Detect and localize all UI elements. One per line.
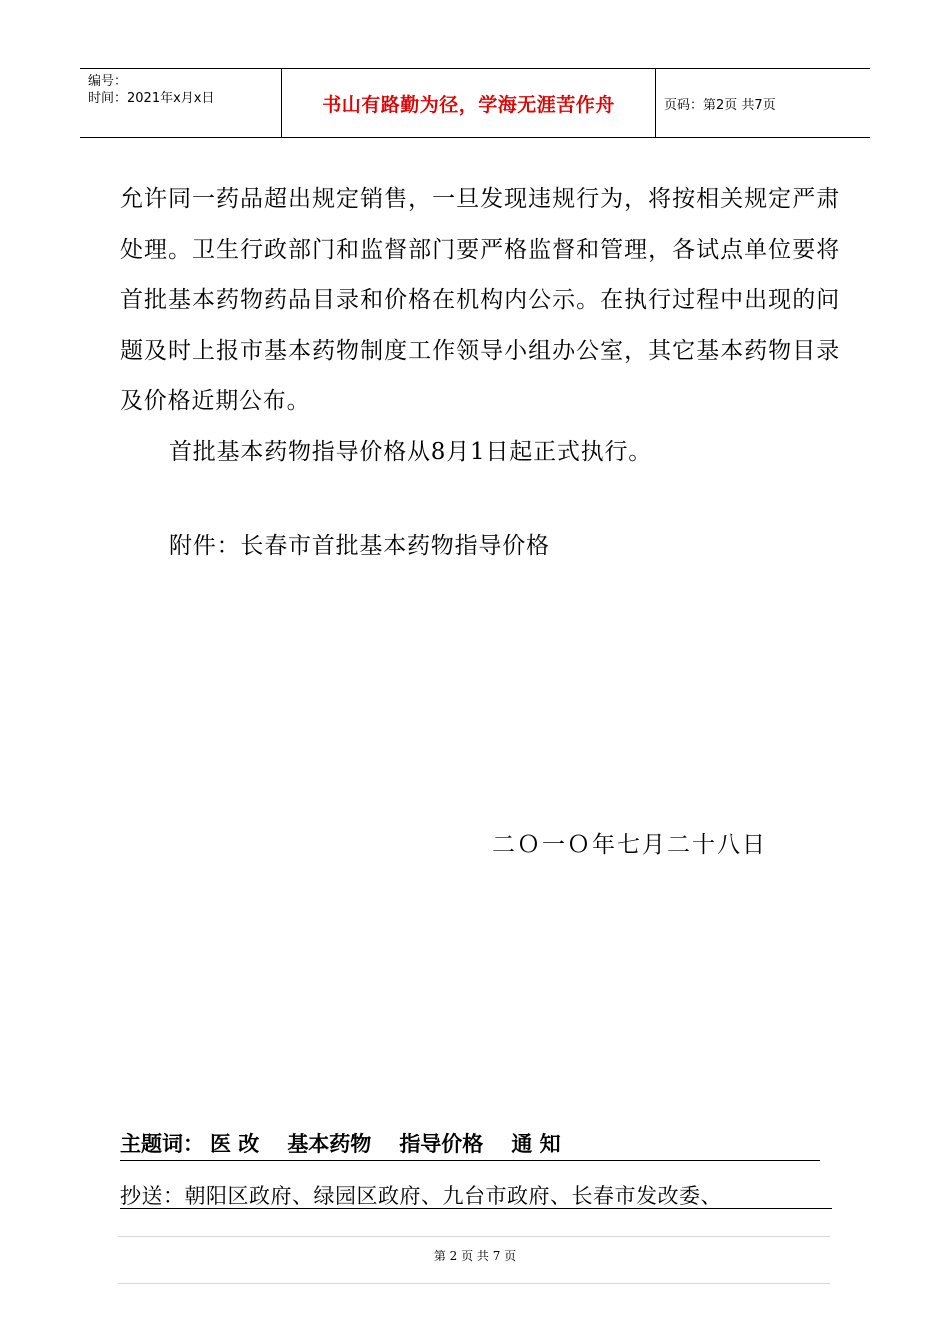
subject-keyword: 指导价格 [399, 1132, 484, 1156]
cc-recipients: 朝阳区政府、绿园区政府、九台市政府、长春市发改委、 [184, 1184, 722, 1208]
footer-page-number: 第 2 页 共 7 页 [433, 1249, 517, 1263]
document-number-label: 编号： [88, 74, 128, 89]
document-header [80, 68, 870, 138]
time-label: 时间： [88, 91, 128, 106]
time-value: 2021年x月x日 [127, 91, 215, 106]
header-meta-cell [80, 69, 282, 137]
body-paragraph-effective-date: 首批基本药物指导价格从8月1日起正式执行。 [169, 438, 653, 465]
document-body [120, 174, 840, 477]
cc-row [120, 1180, 832, 1209]
page-footer [0, 1247, 950, 1264]
page-value: 第2页 共7页 [703, 97, 776, 113]
subject-keyword: 基本药物 [287, 1132, 372, 1156]
header-motto: 书山有路勤为径，学海无涯苦作舟 [322, 93, 615, 116]
subject-keyword: 通 知 [511, 1132, 561, 1156]
footer-bottom-rule [118, 1283, 830, 1284]
header-motto-cell [282, 69, 656, 137]
issue-date: 二Ｏ一Ｏ年七月二十八日 [492, 832, 767, 858]
subject-keyword: 医 改 [210, 1132, 260, 1156]
cc-label: 抄送： [120, 1184, 185, 1208]
subject-label: 主题词： [120, 1132, 204, 1156]
body-paragraph-continuation: 允许同一药品超出规定销售，一旦发现违规行为，将按相关规定严肃处理。卫生行政部门和监督部门要严格监督和管理，各试点单位要将首批基本药物药品目录和价格在机构内公示。在执行过程中出现的问题及时上报市基本药物制度工作领导小组办公室，其它基本药物目录及价格近期公布。 [120, 186, 840, 414]
footer-top-rule [118, 1236, 830, 1237]
header-page-cell [656, 69, 870, 137]
attachment-line: 附件：长春市首批基本药物指导价格 [169, 533, 550, 559]
page-label: 页码： [664, 97, 704, 113]
subject-keywords-row [120, 1128, 820, 1161]
document-time [88, 90, 281, 107]
